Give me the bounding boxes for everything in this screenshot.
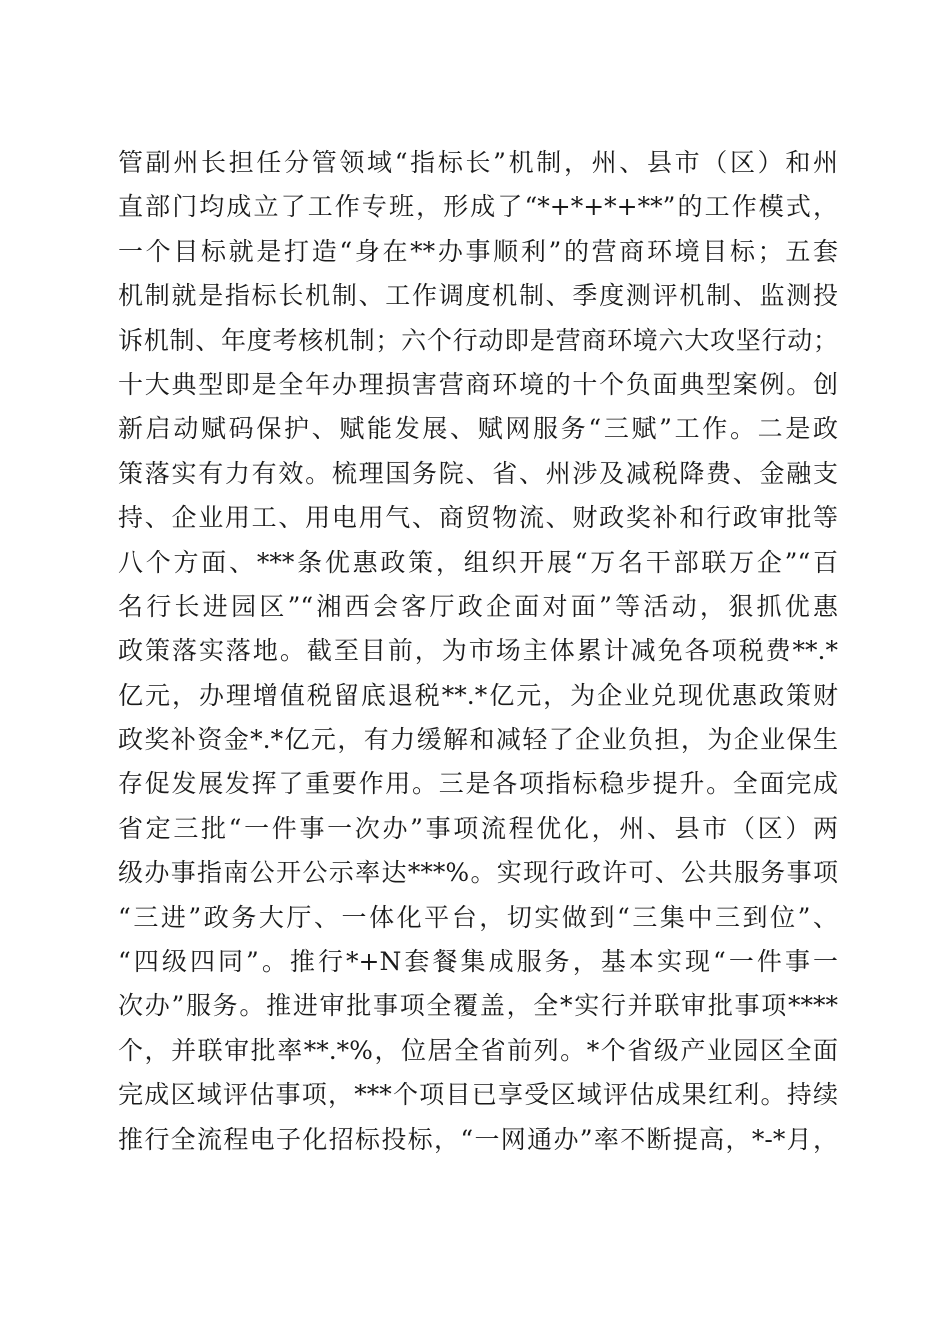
text-line: 政策落实落地。截至目前，为市场主体累计减免各项税费**.* <box>118 636 838 666</box>
text-line: 级办事指南公开公示率达***%。实现行政许可、公共服务事项 <box>118 858 838 888</box>
text-line: 存促发展发挥了重要作用。三是各项指标稳步提升。全面完成 <box>118 769 838 799</box>
text-line: 十大典型即是全年办理损害营商环境的十个负面典型案例。创 <box>118 369 838 399</box>
text-line: 个，并联审批率**.*%，位居全省前列。*个省级产业园区全面 <box>118 1035 838 1065</box>
text-line: 亿元，办理增值税留底退税**.*亿元，为企业兑现优惠政策财 <box>118 680 838 710</box>
text-line: 直部门均成立了工作专班，形成了“*+*+*+**”的工作模式， <box>118 192 838 222</box>
text-line: 次办”服务。推进审批事项全覆盖，全*实行并联审批事项**** <box>118 991 838 1021</box>
text-line: 诉机制、年度考核机制；六个行动即是营商环境六大攻坚行动； <box>118 325 838 355</box>
text-line: 政奖补资金*.*亿元，有力缓解和减轻了企业负担，为企业保生 <box>118 725 838 755</box>
text-line: 一个目标就是打造“身在**办事顺利”的营商环境目标；五套 <box>118 236 838 266</box>
text-line: 八个方面、***条优惠政策，组织开展“万名干部联万企”“百 <box>118 547 838 577</box>
text-line: 名行长进园区”“湘西会客厅政企面对面”等活动，狠抓优惠 <box>118 591 838 621</box>
text-line: 推行全流程电子化招标投标，“一网通办”率不断提高，*-*月， <box>118 1124 838 1154</box>
text-line: 机制就是指标长机制、工作调度机制、季度测评机制、监测投 <box>118 281 838 311</box>
text-line: 省定三批“一件事一次办”事项流程优化，州、县市（区）两 <box>118 813 838 843</box>
body-paragraph <box>118 141 838 1162</box>
text-line: 策落实有力有效。梳理国务院、省、州涉及减税降费、金融支 <box>118 458 838 488</box>
text-line: “四级四同”。推行*+N套餐集成服务，基本实现“一件事一 <box>118 947 838 977</box>
text-line: “三进”政务大厅、一体化平台，切实做到“三集中三到位”、 <box>118 902 838 932</box>
text-line: 管副州长担任分管领域“指标长”机制，州、县市（区）和州 <box>118 148 838 177</box>
text-line: 持、企业用工、用电用气、商贸物流、财政奖补和行政审批等 <box>118 503 838 533</box>
text-line: 完成区域评估事项，***个项目已享受区域评估成果红利。持续 <box>118 1080 838 1110</box>
text-line: 新启动赋码保护、赋能发展、赋网服务“三赋”工作。二是政 <box>118 414 838 444</box>
